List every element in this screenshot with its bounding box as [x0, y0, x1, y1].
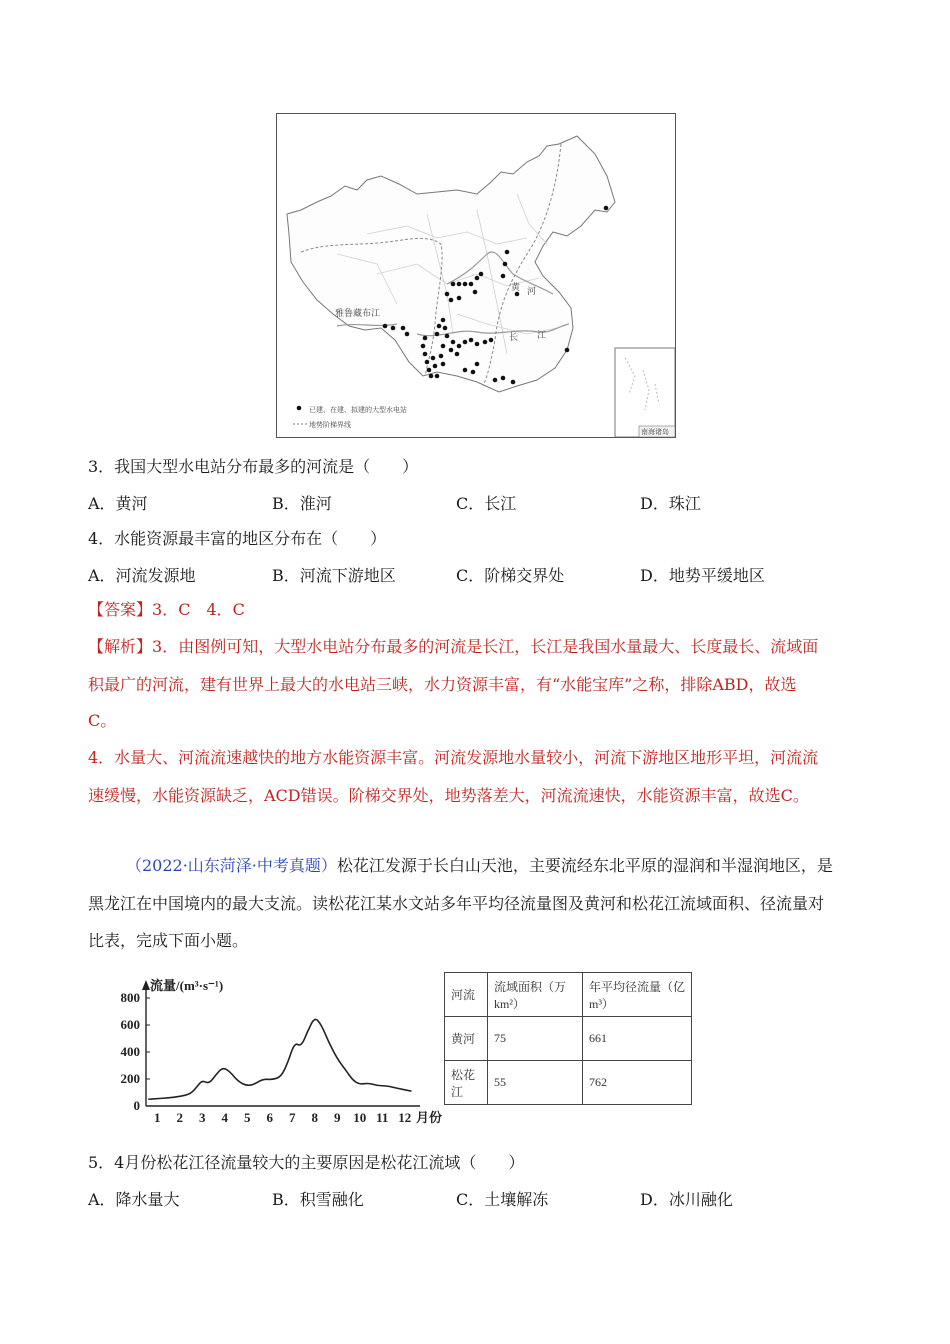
x-tick-label: 10	[353, 1110, 367, 1125]
x-tick-label: 8	[311, 1110, 318, 1125]
table-row	[445, 1061, 692, 1105]
q4-option-b[interactable]: B．河流下游地区	[272, 566, 396, 585]
x-tick-label: 9	[334, 1110, 341, 1125]
inset-label: 南海诸岛	[641, 428, 669, 436]
q3-option-b[interactable]: B．淮河	[272, 494, 332, 513]
x-tick-label: 3	[199, 1110, 206, 1125]
passage-line-1: （2022·山东菏泽·中考真题）松花江发源于长白山天池，主要流经东北平原的湿润和半湿润地区，是	[126, 856, 833, 875]
analysis-line-4: 4．水量大、河流流速越快的地方水能资源丰富。河流发源地水量较小，河流下游地区地形平坦，河流流	[88, 748, 819, 767]
analysis-line-1: 【解析】3．由图例可知，大型水电站分布最多的河流是长江，长江是我国水量最大、长度最长、流域面	[88, 637, 819, 656]
answer-text: 3．C 4．C	[152, 600, 245, 619]
x-tick-label: 2	[176, 1110, 183, 1125]
q4-option-a[interactable]: A．河流发源地	[88, 566, 196, 585]
table-cell: 75	[488, 1017, 583, 1061]
map-svg	[277, 114, 675, 437]
y-tick-label: 600	[120, 1017, 140, 1032]
table-header-cell: 流域面积（万km²）	[488, 973, 583, 1017]
table-header-row	[445, 973, 692, 1017]
label-river: 河	[527, 287, 537, 297]
q3-option-a[interactable]: A．黄河	[88, 494, 148, 513]
south-sea-inset	[615, 348, 675, 437]
analysis-line-5: 速缓慢，水能资源缺乏，ACD错误。阶梯交界处，地势落差大，河流流速快，水能资源丰富，故选C。	[88, 786, 809, 805]
table-cell: 661	[583, 1017, 692, 1061]
river-comparison-table	[444, 972, 692, 1105]
answer-label: 【答案】	[88, 600, 153, 619]
y-tick-label: 400	[120, 1044, 140, 1059]
label-yangtze-b: 江	[537, 331, 547, 341]
x-tick-label: 4	[221, 1110, 228, 1125]
table-row	[445, 1017, 692, 1061]
china-outline	[287, 136, 615, 392]
runoff-chart	[110, 972, 450, 1132]
chart-xlabel: 月份	[416, 1110, 443, 1125]
x-tick-label: 11	[376, 1110, 389, 1125]
legend-dot-label: 已建、在建、拟建的大型水电站	[309, 406, 407, 414]
q5-option-c[interactable]: C．土壤解冻	[456, 1190, 549, 1209]
label-yellow: 黄	[511, 283, 521, 293]
y-axis-arrow-icon	[142, 980, 150, 990]
answer-line	[88, 599, 245, 621]
table-header-cell: 年平均径流量（亿m³）	[583, 973, 692, 1017]
table-header-cell: 河流	[445, 973, 488, 1017]
q3-stem: 3．我国大型水电站分布最多的河流是（ ）	[88, 457, 419, 476]
legend-dot-icon	[297, 406, 302, 411]
x-tick-label: 5	[244, 1110, 251, 1125]
analysis-line-3: C。	[88, 711, 117, 730]
table-cell: 762	[583, 1061, 692, 1105]
passage-line-3: 比表，完成下面小题。	[88, 931, 249, 950]
table-cell: 松花江	[445, 1061, 488, 1105]
y-tick-label: 0	[133, 1098, 140, 1113]
analysis-label: 【解析】	[88, 637, 153, 656]
x-tick-label: 1	[154, 1110, 161, 1125]
china-hydropower-map	[276, 113, 676, 438]
q3-option-d[interactable]: D．珠江	[640, 494, 701, 513]
analysis-line-2: 积最广的河流，建有世界上最大的水电站三峡，水力资源丰富，有“水能宝库”之称，排除ABD，故选	[88, 675, 797, 694]
x-tick-label: 6	[266, 1110, 273, 1125]
passage-source: （2022·山东菏泽·中考真题）	[126, 856, 337, 875]
q4-option-d[interactable]: D．地势平缓地区	[640, 566, 765, 585]
x-tick-label: 12	[398, 1110, 412, 1125]
table-cell: 黄河	[445, 1017, 488, 1061]
table-cell: 55	[488, 1061, 583, 1105]
passage-line-2: 黑龙江在中国境内的最大支流。读松花江某水文站多年平均径流量图及黄河和松花江流域面积、径流量对	[88, 894, 825, 913]
chart-axes	[142, 980, 420, 1106]
q5-option-d[interactable]: D．冰川融化	[640, 1190, 733, 1209]
legend-line-label: 地势阶梯界线	[309, 421, 351, 429]
q5-option-b[interactable]: B．积雪融化	[272, 1190, 364, 1209]
chart-ticks	[121, 990, 412, 1125]
q5-option-a[interactable]: A．降水量大	[88, 1190, 180, 1209]
q4-option-c[interactable]: C．阶梯交界处	[456, 566, 565, 585]
runoff-series-line	[148, 1019, 411, 1099]
x-tick-label: 7	[289, 1110, 296, 1125]
chart-title: 流量/(m³·s⁻¹)	[150, 978, 224, 993]
q5-stem: 5．4月份松花江径流量较大的主要原因是松花江流域（ ）	[88, 1153, 525, 1172]
label-yangtze-a: 长	[509, 333, 519, 343]
y-tick-label: 200	[120, 1071, 140, 1086]
y-tick-label: 800	[120, 990, 140, 1005]
q4-stem: 4．水能资源最丰富的地区分布在（ ）	[88, 529, 387, 548]
label-yarlung: 雅鲁藏布江	[335, 309, 381, 319]
q3-option-c[interactable]: C．长江	[456, 494, 517, 513]
